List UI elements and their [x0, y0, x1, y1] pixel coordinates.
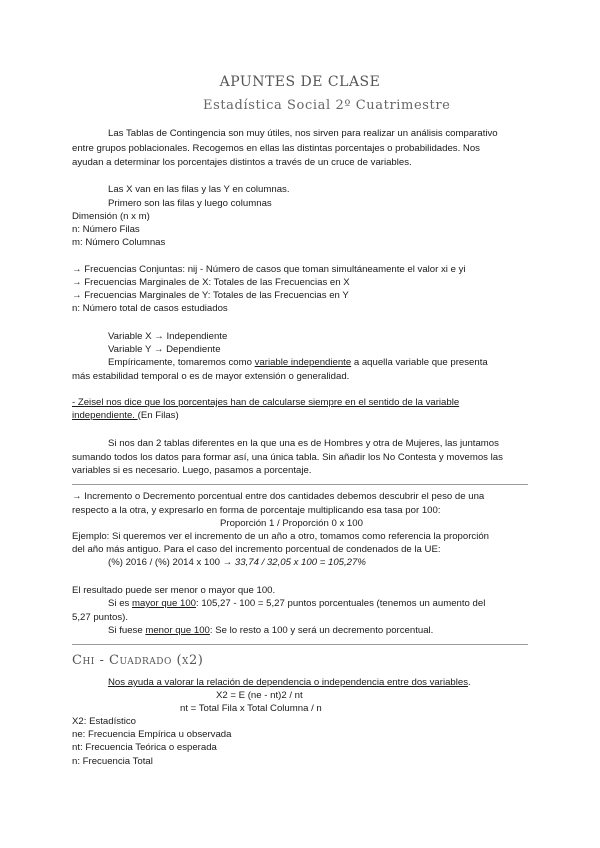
- increment-line-8-b: : Se lo resto a 100 y será un decremento porcentual.: [209, 625, 434, 636]
- intro-line-3: ayudan a determinar los porcentajes distintos a través de un cruce de variables.: [72, 157, 412, 168]
- layout-note-3: Dimensión (n x m): [72, 211, 150, 222]
- increment-example-a: (%) 2016 / (%) 2014 x 100 →: [108, 557, 235, 568]
- freq-line-1: → Frecuencias Conjuntas: nij - Número de casos que toman simultáneamente el valor xi e yi: [72, 264, 466, 275]
- freq-line-2: → Frecuencias Marginales de X: Totales de las Frecuencias en X: [72, 277, 350, 288]
- increment-formula: Proporción 1 / Proporción 0 x 100: [220, 518, 363, 529]
- increment-line-6-b: : 105,27 - 100 = 5,27 puntos porcentuales (tenemos un aumento del: [196, 598, 486, 609]
- tables-line-1: Si nos dan 2 tablas diferentes en la que una es de Hombres y otra de Mujeres, las juntamos: [108, 438, 499, 449]
- increment-example: [108, 557, 366, 569]
- increment-line-1: → Incremento o Decremento porcentual entre dos cantidades debemos descubrir el peso de una: [72, 491, 485, 502]
- increment-line-8: [108, 625, 433, 637]
- tables-line-3: variables si es necesario. Luego, pasamos a porcentaje.: [72, 465, 312, 476]
- increment-line-3: Ejemplo: Si queremos ver el incremento de un año a otro, tomamos como referencia la proporción: [72, 531, 490, 542]
- chi-formula-1: X2 = E (ne - nt)2 / nt: [216, 690, 303, 701]
- chi-line-1-end: .: [468, 677, 471, 688]
- increment-line-4: del año más antiguo. Para el caso del incremento porcentual de condenados de la UE:: [72, 544, 441, 555]
- divider-1: [72, 484, 528, 485]
- chi-line-1-underlined: Nos ayuda a valorar la relación de dependencia o independencia entre dos variables: [108, 677, 469, 688]
- zeisel-line-2-b: (En Filas): [137, 410, 179, 421]
- chi-def-4: n: Frecuencia Total: [72, 756, 153, 767]
- zeisel-line-1: - Zeisel nos dice que los porcentajes han de calcularse siempre en el sentido de la variable: [72, 397, 460, 408]
- layout-note-4: n: Número Filas: [72, 224, 140, 235]
- chi-line-1: [108, 677, 471, 689]
- intro-line-2: entre grupos poblacionales. Recogemos en ellas las distintas porcentajes o probabilidades. Nos: [72, 143, 480, 154]
- freq-line-3: → Frecuencias Marginales de Y: Totales de las Frecuencias en Y: [72, 290, 349, 301]
- increment-line-5: El resultado puede ser menor o mayor que 100.: [72, 585, 276, 596]
- increment-line-8-a: Si fuese: [108, 625, 146, 636]
- freq-line-4: n: Número total de casos estudiados: [72, 303, 228, 314]
- layout-note-1: Las X van en las filas y las Y en columnas.: [108, 184, 290, 195]
- variables-line-4: más estabilidad temporal o es de mayor extensión o generalidad.: [72, 371, 350, 382]
- variables-line-3-b: a aquella variable que presenta: [351, 357, 488, 368]
- increment-line-6-underlined: mayor que 100: [132, 598, 196, 609]
- variables-line-3-a: Empíricamente, tomaremos como: [108, 357, 255, 368]
- zeisel-line-2-underlined: independiente.: [72, 410, 138, 421]
- variables-line-3: [108, 357, 488, 369]
- increment-line-8-underlined: menor que 100: [145, 625, 210, 636]
- increment-line-7: 5,27 puntos).: [72, 612, 129, 623]
- zeisel-line-2: [72, 410, 179, 422]
- chi-heading: Chi - Cuadrado (x2): [72, 653, 204, 668]
- page-subtitle: Estadística Social 2º Cuatrimestre: [203, 98, 451, 113]
- divider-2: [72, 644, 528, 645]
- intro-line-1: Las Tablas de Contingencia son muy útiles, nos sirven para realizar un análisis comparativo: [108, 128, 498, 139]
- variables-line-3-underlined: variable independiente: [254, 357, 352, 368]
- increment-line-2: respecto a la otra, y expresarlo en forma de porcentaje multiplicando esa tasa por 100:: [72, 505, 441, 516]
- chi-def-3: nt: Frecuencia Teórica o esperada: [72, 742, 217, 753]
- increment-line-6-a: Si es: [108, 598, 132, 609]
- page-title: APUNTES DE CLASE: [219, 74, 381, 90]
- chi-def-1: X2: Estadístico: [72, 716, 136, 727]
- variables-line-2: Variable Y → Dependiente: [108, 344, 221, 355]
- variables-line-1: Variable X → Independiente: [108, 331, 228, 342]
- chi-formula-2: nt = Total Fila x Total Columna / n: [180, 703, 322, 714]
- increment-line-6: [108, 598, 485, 610]
- chi-def-2: ne: Frecuencia Empírica u observada: [72, 729, 232, 740]
- layout-note-2: Primero son las filas y luego columnas: [108, 198, 272, 209]
- layout-note-5: m: Número Columnas: [72, 237, 166, 248]
- tables-line-2: sumando todos los datos para formar así, una única tabla. Sin añadir los No Contesta y movemos las: [72, 452, 503, 463]
- increment-example-b: 33,74 / 32,05 x 100 = 105,27%: [234, 557, 366, 568]
